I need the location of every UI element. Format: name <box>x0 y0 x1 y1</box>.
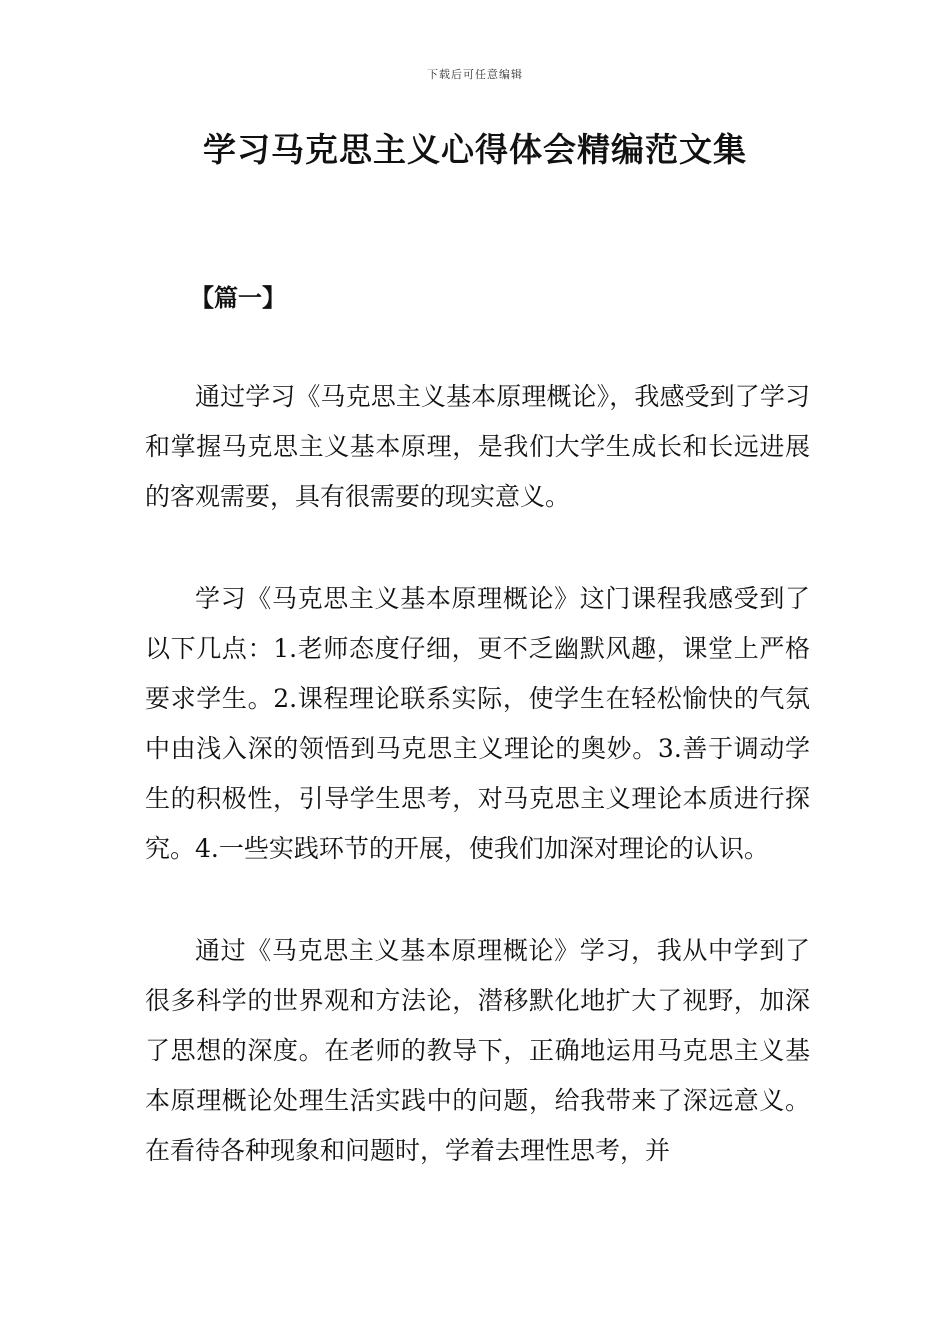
document-title: 学习马克思主义心得体会精编范文集 <box>203 130 747 169</box>
header-note: 下载后可任意编辑 <box>427 68 523 81</box>
paragraph-1: 通过学习《马克思主义基本原理概论》，我感受到了学习和掌握马克思主义基本原理，是我们大学生成长和长远进展的客观需要，具有很需要的现实意义。 <box>145 382 810 511</box>
section-heading: 【篇一】 <box>190 284 286 312</box>
document-body <box>145 372 810 1228</box>
paragraph-2: 学习《马克思主义基本原理概论》这门课程我感受到了以下几点：1.老师态度仔细，更不乏幽默风趣，课堂上严格要求学生。2.课程理论联系实际，使学生在轻松愉快的气氛中由浅入深的领悟到马克思主义理论的奥妙。3.善于调动学生的积极性，引导学生思考，对马克思主义理论本质进行探究。4.一些实践环节的开展，使我们加深对理论的认识。 <box>145 584 810 863</box>
paragraph-3: 通过《马克思主义基本原理概论》学习，我从中学到了很多科学的世界观和方法论，潜移默化地扩大了视野，加深了思想的深度。在老师的教导下，正确地运用马克思主义基本原理概论处理生活实践中的问题，给我带来了深远意义。在看待各种现象和问题时，学着去理性思考，并 <box>145 936 810 1165</box>
